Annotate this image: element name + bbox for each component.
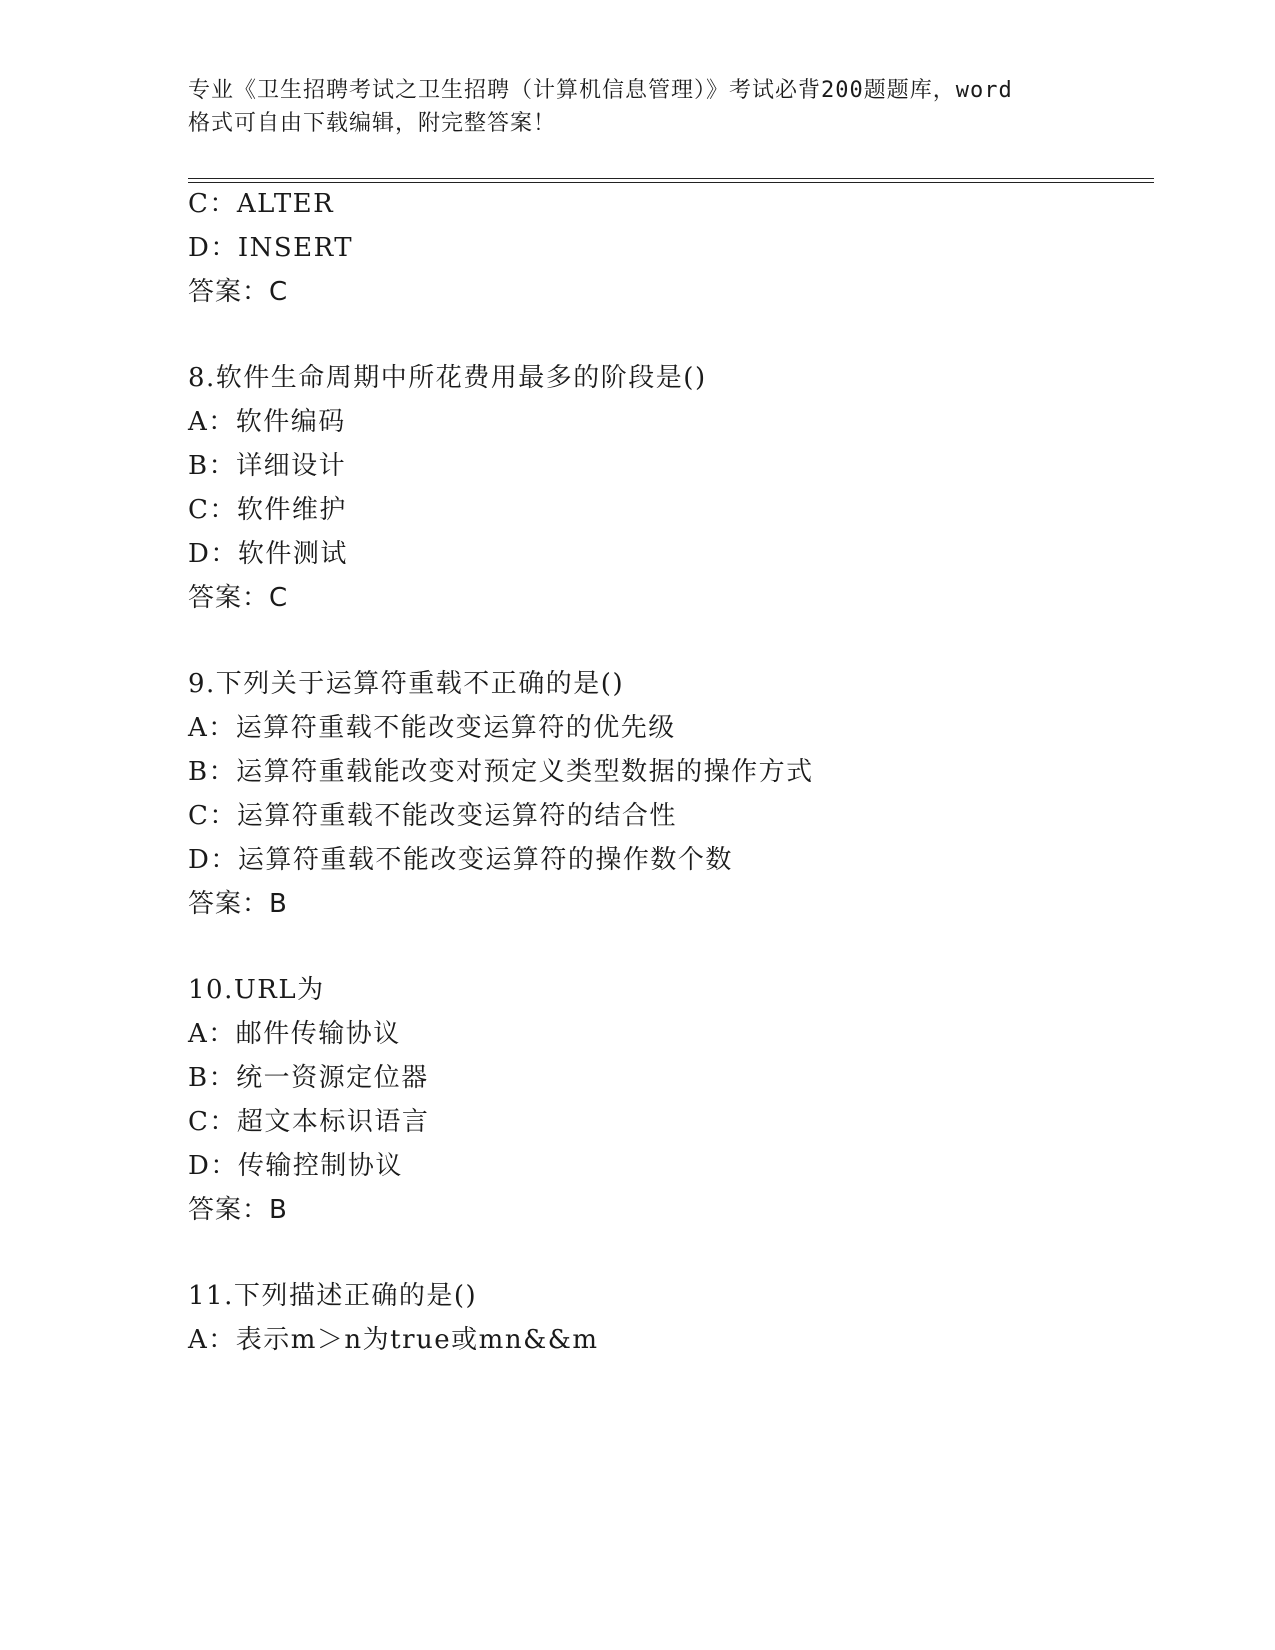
question-stem: 9.下列关于运算符重载不正确的是() [188,669,625,699]
option-b: B：统一资源定位器 [188,1063,429,1093]
answer-line: 答案：B [188,889,288,919]
answer-line: 答案：C [188,277,289,307]
page-header [188,74,1088,140]
option-b: B：详细设计 [188,451,347,481]
option-a: A：软件编码 [188,407,346,437]
option-a: A：邮件传输协议 [188,1019,401,1049]
answer-line: 答案：B [188,1195,288,1225]
answer-line: 答案：C [188,583,289,613]
option-d: D：软件测试 [188,539,348,569]
option-a: A：表示m＞n为true或mn&&m [188,1325,599,1355]
option-b: B：运算符重载能改变对预定义类型数据的操作方式 [188,757,814,787]
option-d: D：运算符重载不能改变运算符的操作数个数 [188,845,733,875]
header-divider [188,178,1154,183]
question-stem: 10.URL为 [188,975,325,1005]
option-a: A：运算符重载不能改变运算符的优先级 [188,713,676,743]
option-c: C：超文本标识语言 [188,1107,430,1137]
question-stem: 11.下列描述正确的是() [188,1281,478,1311]
option-c: C：运算符重载不能改变运算符的结合性 [188,801,677,831]
question-stem: 8.软件生命周期中所花费用最多的阶段是() [188,363,707,393]
option-c: C：ALTER [188,189,335,219]
option-c: C：软件维护 [188,495,347,525]
header-line-2: 格式可自由下载编辑，附完整答案！ [188,111,557,136]
option-d: D：传输控制协议 [188,1151,403,1181]
option-d: D：INSERT [188,233,354,263]
header-line-1: 专业《卫生招聘考试之卫生招聘（计算机信息管理）》考试必背200题题库，word [188,78,1013,103]
